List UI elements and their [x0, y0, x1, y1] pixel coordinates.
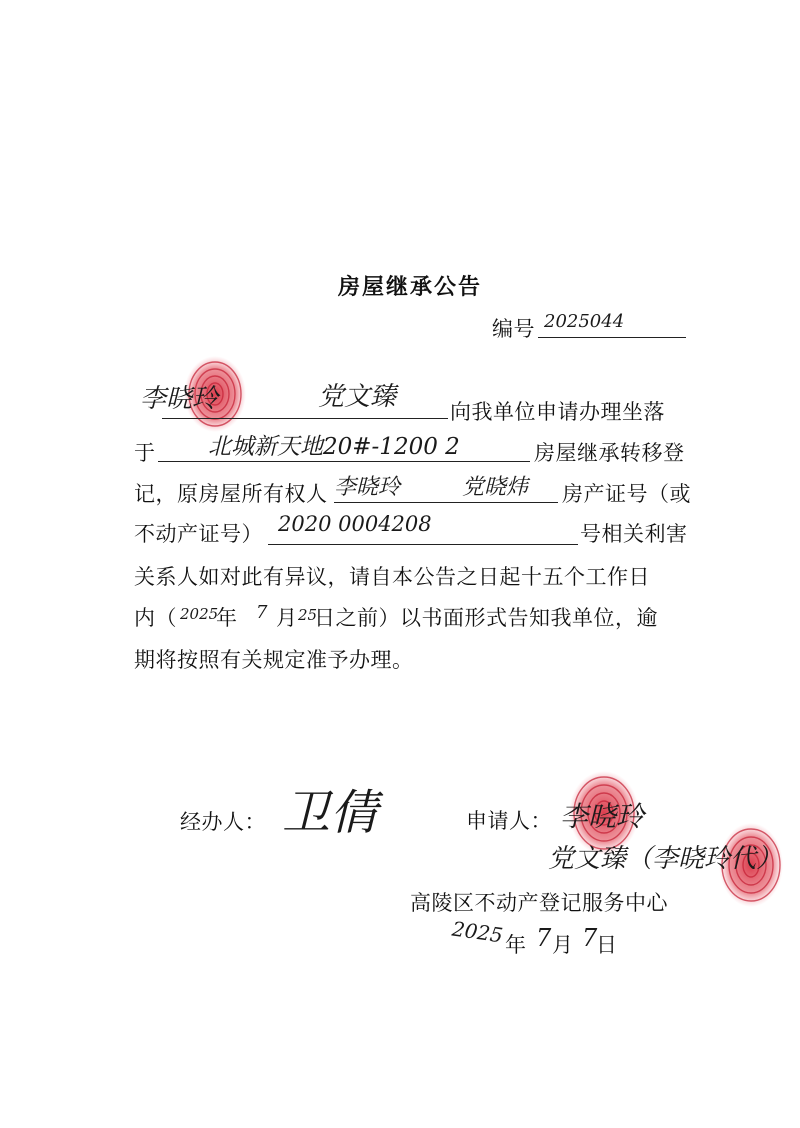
line3-underline: [334, 502, 558, 503]
date-day-label: 日: [596, 933, 618, 957]
owner-name-2: 党晓炜: [462, 475, 529, 500]
handler-label: 经办人：: [180, 810, 266, 834]
date-year-label: 年: [505, 933, 527, 957]
applicant-signature-2: 党文臻（李晓玲代）: [548, 844, 783, 874]
deadline-month: 7: [256, 602, 268, 623]
number-underline: [538, 337, 686, 338]
certificate-number: 2020 0004208: [278, 512, 432, 536]
applicant-name-2: 党文臻: [318, 382, 397, 412]
line6-c: 月: [276, 606, 298, 630]
deadline-year: 2025: [180, 605, 219, 623]
applicant-label: 申请人：: [466, 809, 552, 833]
handler-signature: 卫倩: [282, 785, 379, 841]
date-month-label: 月: [552, 933, 574, 957]
line4-text-b: 号相关利害: [580, 522, 688, 546]
property-location: 北城新天地20#-1200 2: [208, 434, 460, 460]
line6-b: 年: [216, 606, 238, 630]
line6-d: 日之前）以书面形式告知我单位，逾: [314, 606, 658, 630]
line4-underline: [268, 544, 578, 545]
line3-text-a: 记，原房屋所有权人: [134, 482, 328, 506]
applicant-signature-1: 李晓玲: [560, 800, 645, 833]
date-day: 7: [582, 924, 598, 952]
number-value: 2025044: [544, 311, 625, 332]
line1-text: 向我单位申请办理坐落: [450, 400, 665, 424]
line2-underline: [158, 461, 530, 462]
line6-a: 内（: [134, 606, 177, 630]
applicant-name-1: 李晓玲: [140, 384, 219, 414]
line3-text-b: 房产证号（或: [562, 482, 691, 506]
issuing-organization: 高陵区不动产登记服务中心: [410, 891, 668, 915]
date-year: 2025: [450, 916, 505, 948]
line4-text-a: 不动产证号）: [134, 522, 263, 546]
owner-name-1: 李晓玲: [334, 475, 401, 500]
line2-text: 房屋继承转移登: [534, 441, 685, 465]
deadline-day: 25: [298, 606, 318, 624]
document-title: 房屋继承公告: [338, 275, 483, 300]
line5-text: 关系人如对此有异议，请自本公告之日起十五个工作日: [134, 565, 650, 589]
line7-text: 期将按照有关规定准予办理。: [134, 648, 414, 672]
line2-lead: 于: [134, 441, 156, 465]
number-label: 编号: [492, 317, 535, 341]
line1-underline: [162, 418, 448, 419]
date-month: 7: [536, 924, 552, 952]
